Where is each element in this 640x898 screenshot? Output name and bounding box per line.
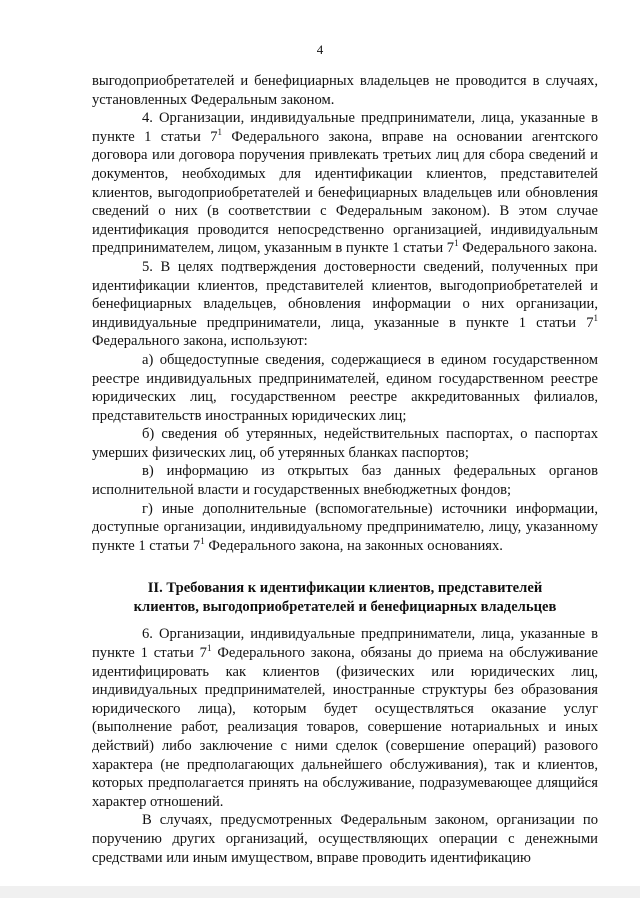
list-item-g-text-a: г) иные дополнительные (вспомогательные) источники информации, доступные организации, индивидуальному предпринимателю, лицу, указанному пункте 1 статьи 7 — [92, 500, 598, 554]
paragraph-4-text-a: 4. Организации, индивидуальные предприниматели, лица, указанные в пункте 1 статьи 7 — [92, 110, 598, 145]
superscript: 1 — [200, 535, 205, 546]
list-item-a: а) общедоступные сведения, содержащиеся в едином государственном реестре индивидуальных предпринимателей, едином государственном реестре юридических лиц, государственном реестре аккредитованных филиалов, представительств иностранных юридических лиц; — [92, 351, 598, 424]
paragraph-continuation: выгодоприобретателей и бенефициарных владельцев не проводится в случаях, установленных Федеральным законом. — [92, 73, 598, 108]
section-heading-line-1: II. Требования к идентификации клиентов, представителей — [147, 580, 543, 597]
list-item-b: б) сведения об утерянных, недействительных паспортах, о паспортах умерших физических лиц, об утерянных бланках паспортов; — [92, 426, 598, 461]
superscript: 1 — [217, 126, 223, 137]
paragraph-4-text-c: Федерального закона. — [458, 240, 598, 257]
paragraph-4-text-b: Федерального закона, вправе на основании агентского договора или договора поручения привлекать третьих лиц для сбора сведений и документов, необходимых для идентификации клиентов, представителей клиентов, выгодоприобретателей и бенефициарных владельцев или обновления сведений о них (в соответствии с Федеральным законом). В этом случае идентификация проводится непосредственно организацией, индивидуальным предпринимателем, лицом, указанным в пункте 1 статьи 7 — [92, 128, 598, 257]
paragraph-4 — [92, 109, 598, 258]
list-item-g-text-b: Федерального закона, на законных основаниях. — [204, 537, 503, 554]
superscript: 1 — [206, 643, 212, 654]
paragraph-5-text-a: 5. В целях подтверждения достоверности сведений, полученных при идентификации клиентов, представителей клиентов, выгодоприобретателей и бенефициарных владельцев, обновления информации о них организации, индивидуальные предприниматели, лица, указанные в пункте 1 статьи 7 — [92, 258, 598, 331]
section-heading-line-2: клиентов, выгодоприобретателей и бенефициарных владельцев — [133, 599, 557, 616]
section-heading — [92, 579, 598, 617]
list-item-v: в) информацию из открытых баз данных федеральных органов исполнительной власти и государственных внебюджетных фондов; — [92, 463, 598, 499]
page-number: 4 — [316, 42, 324, 57]
paragraph-7: В случаях, предусмотренных Федеральным законом, организации по поручению других организаций, осуществляющих операции с денежными средствами или иным имуществом, вправе проводить идентификацию — [92, 812, 598, 866]
superscript: 1 — [593, 312, 598, 323]
list-item-g — [92, 500, 598, 556]
superscript: 1 — [454, 238, 459, 249]
paragraph-5-text-b: Федерального закона, используют: — [92, 333, 308, 350]
paragraph-6-text-b: Федерального закона, обязаны до приема на обслуживание идентифицировать как клиентов (физических или юридических лиц, индивидуальных предпринимателей, иностранные структуры без образования юридического лица), которым будет осуществляться оказание услуг (выполнение работ, реализация товаров, совершение нотариальных и иных действий) либо заключение с ними сделок (совершение операций) разового характера (не предполагающих дальнейшего обслуживания), так и клиентов, которых предполагается принять на обслуживание, подразумевающее длящийся характер отношений. — [92, 645, 598, 810]
paragraph-6 — [92, 625, 598, 811]
page-bottom-edge — [0, 886, 640, 898]
paragraph-5 — [92, 258, 598, 351]
document-body — [92, 72, 598, 867]
paragraph-6-text-a: 6. Организации, индивидуальные предприниматели, лица, указанные в пункте 1 статьи 7 — [92, 626, 598, 662]
